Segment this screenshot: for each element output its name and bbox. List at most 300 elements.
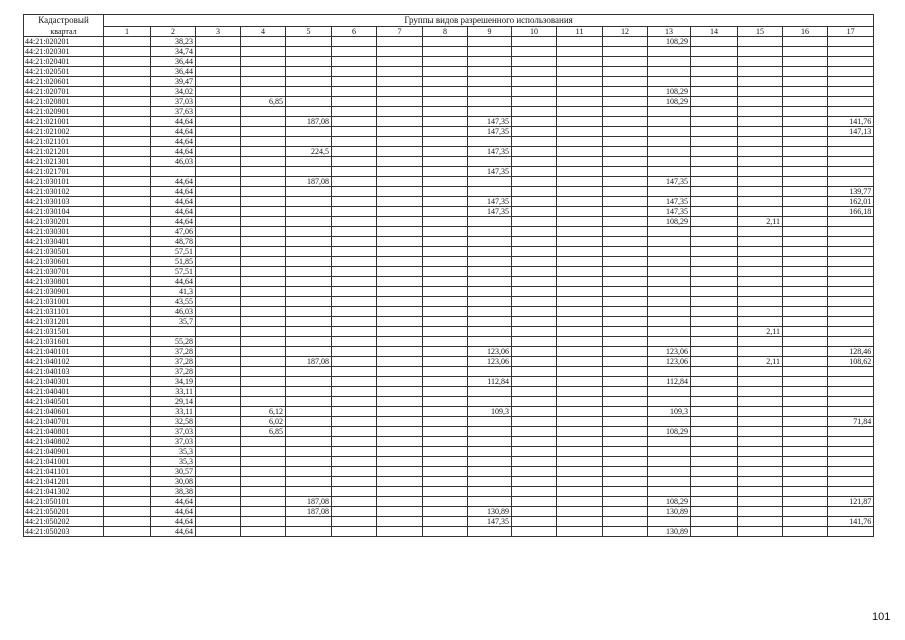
value-cell-col-11 <box>557 207 603 217</box>
value-cell-col-7 <box>377 137 423 147</box>
value-cell-col-4 <box>241 347 286 357</box>
value-cell-col-14 <box>691 97 738 107</box>
value-cell-col-4: 6,02 <box>241 417 286 427</box>
value-cell-col-3 <box>196 207 241 217</box>
value-cell-col-12 <box>603 87 648 97</box>
value-cell-col-4 <box>241 287 286 297</box>
value-cell-col-3 <box>196 407 241 417</box>
value-cell-col-13: 147,35 <box>648 177 691 187</box>
value-cell-col-2: 46,03 <box>151 307 196 317</box>
value-cell-col-9: 123,06 <box>468 347 512 357</box>
value-cell-col-1 <box>104 157 151 167</box>
value-cell-col-8 <box>423 297 468 307</box>
value-cell-col-10 <box>512 287 557 297</box>
value-cell-col-5 <box>286 327 332 337</box>
value-cell-col-11 <box>557 287 603 297</box>
value-cell-col-7 <box>377 377 423 387</box>
cadastral-quarter-cell: 44:21:021001 <box>24 117 104 127</box>
value-cell-col-9 <box>468 337 512 347</box>
value-cell-col-1 <box>104 257 151 267</box>
value-cell-col-4 <box>241 47 286 57</box>
cadastral-quarter-cell: 44:21:030301 <box>24 227 104 237</box>
value-cell-col-9 <box>468 327 512 337</box>
cadastral-quarter-cell: 44:21:040801 <box>24 427 104 437</box>
table-row <box>24 327 874 337</box>
value-cell-col-5: 187,08 <box>286 357 332 367</box>
value-cell-col-2: 43,55 <box>151 297 196 307</box>
table-row <box>24 217 874 227</box>
value-cell-col-4 <box>241 217 286 227</box>
value-cell-col-1 <box>104 217 151 227</box>
value-cell-col-6 <box>332 247 377 257</box>
value-cell-col-12 <box>603 387 648 397</box>
table-row <box>24 457 874 467</box>
value-cell-col-1 <box>104 427 151 437</box>
value-cell-col-15 <box>738 507 783 517</box>
value-cell-col-12 <box>603 37 648 47</box>
value-cell-col-1 <box>104 487 151 497</box>
value-cell-col-14 <box>691 507 738 517</box>
value-cell-col-17 <box>828 217 874 227</box>
value-cell-col-11 <box>557 67 603 77</box>
value-cell-col-11 <box>557 217 603 227</box>
value-cell-col-1 <box>104 147 151 157</box>
value-cell-col-8 <box>423 237 468 247</box>
value-cell-col-1 <box>104 337 151 347</box>
value-cell-col-7 <box>377 457 423 467</box>
header-group-title: Группы видов разрешенного использования <box>104 15 874 27</box>
value-cell-col-7 <box>377 497 423 507</box>
value-cell-col-11 <box>557 197 603 207</box>
table-row <box>24 227 874 237</box>
value-cell-col-9: 147,35 <box>468 197 512 207</box>
value-cell-col-15 <box>738 457 783 467</box>
value-cell-col-1 <box>104 267 151 277</box>
cadastral-quarter-cell: 44:21:020401 <box>24 57 104 67</box>
value-cell-col-14 <box>691 497 738 507</box>
value-cell-col-16 <box>783 177 828 187</box>
value-cell-col-17 <box>828 407 874 417</box>
value-cell-col-7 <box>377 167 423 177</box>
table-row <box>24 367 874 377</box>
value-cell-col-17 <box>828 97 874 107</box>
value-cell-col-8 <box>423 107 468 117</box>
value-cell-col-11 <box>557 407 603 417</box>
value-cell-col-12 <box>603 257 648 267</box>
value-cell-col-8 <box>423 347 468 357</box>
value-cell-col-8 <box>423 37 468 47</box>
value-cell-col-12 <box>603 147 648 157</box>
value-cell-col-14 <box>691 437 738 447</box>
value-cell-col-12 <box>603 457 648 467</box>
value-cell-col-12 <box>603 57 648 67</box>
value-cell-col-7 <box>377 357 423 367</box>
table-row <box>24 467 874 477</box>
value-cell-col-11 <box>557 97 603 107</box>
value-cell-col-15 <box>738 267 783 277</box>
value-cell-col-2: 57,51 <box>151 267 196 277</box>
value-cell-col-2: 29,14 <box>151 397 196 407</box>
value-cell-col-12 <box>603 67 648 77</box>
value-cell-col-9 <box>468 257 512 267</box>
value-cell-col-15 <box>738 67 783 77</box>
cadastral-quarter-cell: 44:21:040901 <box>24 447 104 457</box>
table-row <box>24 377 874 387</box>
value-cell-col-4 <box>241 237 286 247</box>
value-cell-col-14 <box>691 187 738 197</box>
value-cell-col-6 <box>332 167 377 177</box>
value-cell-col-15 <box>738 37 783 47</box>
value-cell-col-12 <box>603 367 648 377</box>
value-cell-col-9 <box>468 317 512 327</box>
value-cell-col-15 <box>738 297 783 307</box>
value-cell-col-5 <box>286 97 332 107</box>
value-cell-col-12 <box>603 197 648 207</box>
value-cell-col-17: 108,62 <box>828 357 874 367</box>
value-cell-col-9: 109,3 <box>468 407 512 417</box>
value-cell-col-12 <box>603 267 648 277</box>
value-cell-col-14 <box>691 57 738 67</box>
value-cell-col-8 <box>423 317 468 327</box>
value-cell-col-11 <box>557 177 603 187</box>
value-cell-col-8 <box>423 87 468 97</box>
value-cell-col-8 <box>423 217 468 227</box>
value-cell-col-7 <box>377 87 423 97</box>
value-cell-col-10 <box>512 457 557 467</box>
value-cell-col-10 <box>512 117 557 127</box>
value-cell-col-16 <box>783 47 828 57</box>
value-cell-col-10 <box>512 167 557 177</box>
value-cell-col-1 <box>104 97 151 107</box>
value-cell-col-16 <box>783 247 828 257</box>
value-cell-col-10 <box>512 407 557 417</box>
value-cell-col-17: 166,18 <box>828 207 874 217</box>
header-quarter-label: квартал <box>24 27 104 37</box>
value-cell-col-8 <box>423 77 468 87</box>
value-cell-col-1 <box>104 207 151 217</box>
value-cell-col-9 <box>468 277 512 287</box>
value-cell-col-6 <box>332 257 377 267</box>
value-cell-col-16 <box>783 227 828 237</box>
value-cell-col-16 <box>783 517 828 527</box>
value-cell-col-10 <box>512 37 557 47</box>
cadastral-quarter-cell: 44:21:050202 <box>24 517 104 527</box>
value-cell-col-15 <box>738 467 783 477</box>
value-cell-col-13 <box>648 477 691 487</box>
column-number: 2 <box>151 27 196 37</box>
value-cell-col-16 <box>783 257 828 267</box>
value-cell-col-4 <box>241 147 286 157</box>
value-cell-col-5 <box>286 57 332 67</box>
value-cell-col-11 <box>557 457 603 467</box>
value-cell-col-8 <box>423 457 468 467</box>
value-cell-col-15 <box>738 487 783 497</box>
value-cell-col-7 <box>377 227 423 237</box>
value-cell-col-1 <box>104 507 151 517</box>
value-cell-col-4 <box>241 327 286 337</box>
cadastral-quarter-cell: 44:21:041201 <box>24 477 104 487</box>
value-cell-col-4 <box>241 297 286 307</box>
value-cell-col-13 <box>648 267 691 277</box>
value-cell-col-10 <box>512 317 557 327</box>
value-cell-col-5 <box>286 527 332 537</box>
value-cell-col-3 <box>196 507 241 517</box>
value-cell-col-14 <box>691 287 738 297</box>
value-cell-col-8 <box>423 117 468 127</box>
value-cell-col-5 <box>286 517 332 527</box>
value-cell-col-11 <box>557 517 603 527</box>
table-row <box>24 157 874 167</box>
value-cell-col-8 <box>423 97 468 107</box>
value-cell-col-9 <box>468 177 512 187</box>
value-cell-col-13 <box>648 77 691 87</box>
value-cell-col-15 <box>738 237 783 247</box>
value-cell-col-13 <box>648 277 691 287</box>
value-cell-col-11 <box>557 317 603 327</box>
cadastral-quarter-cell: 44:21:041302 <box>24 487 104 497</box>
table-row <box>24 397 874 407</box>
table-row <box>24 167 874 177</box>
value-cell-col-6 <box>332 127 377 137</box>
value-cell-col-3 <box>196 477 241 487</box>
value-cell-col-10 <box>512 397 557 407</box>
value-cell-col-2: 46,03 <box>151 157 196 167</box>
value-cell-col-15 <box>738 197 783 207</box>
value-cell-col-2: 32,58 <box>151 417 196 427</box>
value-cell-col-13 <box>648 257 691 267</box>
column-number: 1 <box>104 27 151 37</box>
cadastral-quarter-cell: 44:21:050201 <box>24 507 104 517</box>
value-cell-col-7 <box>377 37 423 47</box>
value-cell-col-3 <box>196 187 241 197</box>
value-cell-col-9 <box>468 267 512 277</box>
cadastral-quarter-cell: 44:21:050203 <box>24 527 104 537</box>
value-cell-col-17 <box>828 107 874 117</box>
value-cell-col-17 <box>828 467 874 477</box>
cadastral-quarter-cell: 44:21:020501 <box>24 67 104 77</box>
value-cell-col-12 <box>603 207 648 217</box>
value-cell-col-7 <box>377 387 423 397</box>
value-cell-col-6 <box>332 467 377 477</box>
header-row <box>24 15 874 27</box>
column-number: 8 <box>423 27 468 37</box>
value-cell-col-12 <box>603 507 648 517</box>
value-cell-col-17 <box>828 297 874 307</box>
value-cell-col-13 <box>648 47 691 57</box>
value-cell-col-2 <box>151 167 196 177</box>
value-cell-col-6 <box>332 227 377 237</box>
value-cell-col-3 <box>196 527 241 537</box>
value-cell-col-6 <box>332 187 377 197</box>
value-cell-col-10 <box>512 497 557 507</box>
value-cell-col-4 <box>241 317 286 327</box>
value-cell-col-1 <box>104 407 151 417</box>
value-cell-col-3 <box>196 227 241 237</box>
value-cell-col-3 <box>196 447 241 457</box>
value-cell-col-15 <box>738 77 783 87</box>
value-cell-col-10 <box>512 467 557 477</box>
value-cell-col-1 <box>104 127 151 137</box>
table-row <box>24 417 874 427</box>
cadastral-quarter-cell: 44:21:020301 <box>24 47 104 57</box>
value-cell-col-2: 30,08 <box>151 477 196 487</box>
value-cell-col-3 <box>196 57 241 67</box>
value-cell-col-5 <box>286 487 332 497</box>
value-cell-col-1 <box>104 197 151 207</box>
value-cell-col-12 <box>603 167 648 177</box>
value-cell-col-11 <box>557 77 603 87</box>
value-cell-col-11 <box>557 37 603 47</box>
value-cell-col-16 <box>783 207 828 217</box>
value-cell-col-11 <box>557 447 603 457</box>
value-cell-col-16 <box>783 287 828 297</box>
value-cell-col-17 <box>828 427 874 437</box>
value-cell-col-3 <box>196 467 241 477</box>
value-cell-col-9 <box>468 187 512 197</box>
value-cell-col-9: 147,35 <box>468 517 512 527</box>
value-cell-col-5 <box>286 317 332 327</box>
value-cell-col-12 <box>603 247 648 257</box>
value-cell-col-13: 130,89 <box>648 507 691 517</box>
value-cell-col-7 <box>377 467 423 477</box>
value-cell-col-1 <box>104 187 151 197</box>
value-cell-col-11 <box>557 157 603 167</box>
value-cell-col-3 <box>196 67 241 77</box>
value-cell-col-2: 38,23 <box>151 37 196 47</box>
value-cell-col-15 <box>738 227 783 237</box>
header-cadastral-quarter: Кадастровый <box>24 15 104 27</box>
value-cell-col-13: 108,29 <box>648 427 691 437</box>
value-cell-col-16 <box>783 357 828 367</box>
table-row <box>24 317 874 327</box>
value-cell-col-7 <box>377 237 423 247</box>
value-cell-col-15 <box>738 307 783 317</box>
value-cell-col-2: 44,64 <box>151 197 196 207</box>
table-row <box>24 407 874 417</box>
value-cell-col-9 <box>468 367 512 377</box>
table-row <box>24 487 874 497</box>
value-cell-col-4 <box>241 37 286 47</box>
value-cell-col-9 <box>468 287 512 297</box>
value-cell-col-14 <box>691 327 738 337</box>
value-cell-col-13 <box>648 317 691 327</box>
value-cell-col-13: 108,29 <box>648 37 691 47</box>
cadastral-quarter-cell: 44:21:040701 <box>24 417 104 427</box>
value-cell-col-10 <box>512 367 557 377</box>
value-cell-col-10 <box>512 327 557 337</box>
value-cell-col-2: 41,3 <box>151 287 196 297</box>
table-row <box>24 87 874 97</box>
value-cell-col-14 <box>691 397 738 407</box>
value-cell-col-5 <box>286 447 332 457</box>
value-cell-col-7 <box>377 57 423 67</box>
table-row <box>24 347 874 357</box>
value-cell-col-2: 44,64 <box>151 187 196 197</box>
table-body <box>24 15 874 537</box>
value-cell-col-11 <box>557 117 603 127</box>
value-cell-col-2: 37,28 <box>151 367 196 377</box>
value-cell-col-15 <box>738 427 783 437</box>
value-cell-col-13: 108,29 <box>648 497 691 507</box>
value-cell-col-10 <box>512 67 557 77</box>
value-cell-col-5 <box>286 297 332 307</box>
value-cell-col-8 <box>423 47 468 57</box>
table-row <box>24 287 874 297</box>
value-cell-col-9 <box>468 467 512 477</box>
value-cell-col-8 <box>423 437 468 447</box>
value-cell-col-13: 147,35 <box>648 197 691 207</box>
value-cell-col-6 <box>332 297 377 307</box>
value-cell-col-9 <box>468 487 512 497</box>
value-cell-col-16 <box>783 427 828 437</box>
value-cell-col-10 <box>512 477 557 487</box>
value-cell-col-4 <box>241 197 286 207</box>
value-cell-col-16 <box>783 417 828 427</box>
value-cell-col-10 <box>512 257 557 267</box>
value-cell-col-2: 44,64 <box>151 117 196 127</box>
value-cell-col-4 <box>241 447 286 457</box>
value-cell-col-7 <box>377 77 423 87</box>
value-cell-col-7 <box>377 127 423 137</box>
value-cell-col-13: 112,84 <box>648 377 691 387</box>
table-row <box>24 197 874 207</box>
value-cell-col-5 <box>286 267 332 277</box>
value-cell-col-12 <box>603 187 648 197</box>
value-cell-col-6 <box>332 37 377 47</box>
cadastral-quarter-cell: 44:21:020901 <box>24 107 104 117</box>
value-cell-col-17 <box>828 397 874 407</box>
value-cell-col-2: 36,44 <box>151 67 196 77</box>
value-cell-col-7 <box>377 207 423 217</box>
value-cell-col-2: 35,7 <box>151 317 196 327</box>
value-cell-col-13: 108,29 <box>648 97 691 107</box>
value-cell-col-14 <box>691 217 738 227</box>
value-cell-col-2: 44,64 <box>151 127 196 137</box>
value-cell-col-12 <box>603 97 648 107</box>
value-cell-col-16 <box>783 387 828 397</box>
value-cell-col-16 <box>783 197 828 207</box>
value-cell-col-15 <box>738 207 783 217</box>
value-cell-col-7 <box>377 277 423 287</box>
value-cell-col-4 <box>241 467 286 477</box>
value-cell-col-10 <box>512 237 557 247</box>
value-cell-col-6 <box>332 437 377 447</box>
value-cell-col-12 <box>603 467 648 477</box>
value-cell-col-13 <box>648 487 691 497</box>
value-cell-col-15 <box>738 497 783 507</box>
value-cell-col-9 <box>468 157 512 167</box>
value-cell-col-5 <box>286 367 332 377</box>
value-cell-col-1 <box>104 37 151 47</box>
value-cell-col-9 <box>468 247 512 257</box>
value-cell-col-13 <box>648 67 691 77</box>
value-cell-col-1 <box>104 77 151 87</box>
value-cell-col-10 <box>512 347 557 357</box>
value-cell-col-14 <box>691 527 738 537</box>
value-cell-col-6 <box>332 487 377 497</box>
column-number: 17 <box>828 27 874 37</box>
value-cell-col-16 <box>783 137 828 147</box>
value-cell-col-13: 109,3 <box>648 407 691 417</box>
cadastral-quarter-cell: 44:21:031101 <box>24 307 104 317</box>
value-cell-col-3 <box>196 157 241 167</box>
value-cell-col-11 <box>557 397 603 407</box>
value-cell-col-13 <box>648 307 691 317</box>
value-cell-col-16 <box>783 167 828 177</box>
value-cell-col-5 <box>286 167 332 177</box>
value-cell-col-7 <box>377 97 423 107</box>
value-cell-col-12 <box>603 327 648 337</box>
